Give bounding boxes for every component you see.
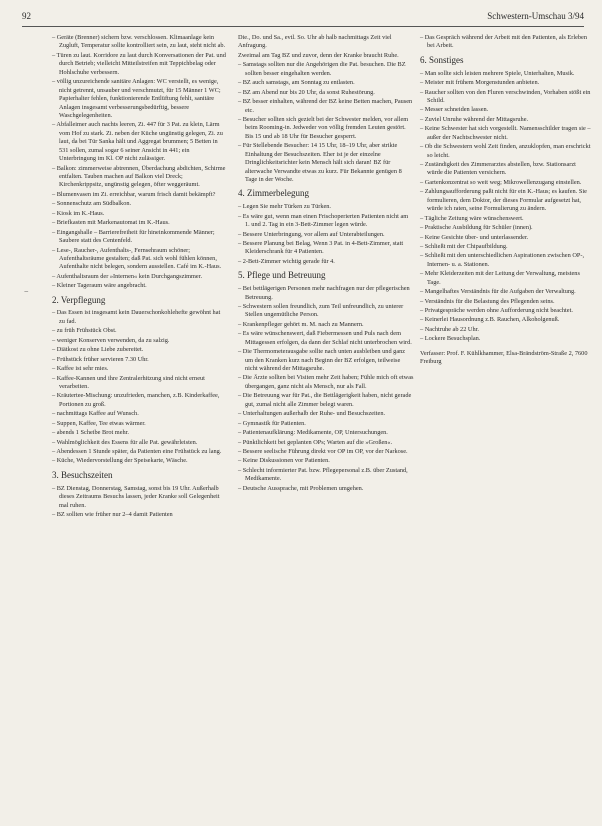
list-item: – Patientenaufklärung: Medikamente, OP, Untersuchungen. <box>238 429 414 437</box>
list-item: – Sonnenschutz am Südbalkon. <box>52 200 226 208</box>
list-item: – Keine Schwester hat sich vorgestellt. Namensschilder tragen sie – außer der Nachtschwester nicht. <box>420 125 592 142</box>
list-item: – Zahlungsaufforderung paßt nicht für ein K.-Haus; es kaufen. Sie formulieren, dem Doktor, der dieses Formular aufgesetzt hat, würde ich raten, seine Formulierung zu ändern. <box>420 188 592 213</box>
list-item: – BZ sollten wie früher nur 2–4 damit Patienten <box>52 511 226 519</box>
col2-intro <box>238 34 414 60</box>
list-item: – Keine Diskussionen vor Patienten. <box>238 457 414 465</box>
list-item: – Abfalleimer auch nachts leeren, Zi. 447 für 3 Pat. zu klein, Lärm vom Hof zu stark. Zi. neben der Küche ungünstig gelegen, Zi. zu laut, da bei Tür Sanka hält und Aggregat brummen; 5 Betten in 531 sollen, zumal sogar 6 seiner Ansicht in 441; ein Unterbringung im Kl. OP nicht zulässiger. <box>52 121 226 163</box>
list-item: – Es wäre wünschenswert, daß Fiebermessen und Puls nach dem Mittagessen erfolgen, da dann der Schlaf nicht unterbrochen wird. <box>238 330 414 347</box>
list-item: – Praktische Ausbildung für Schüler (innen). <box>420 224 592 232</box>
list-item: – Frühstück früher servieren 7.30 Uhr. <box>52 356 226 364</box>
list-item: – Meister mit frühem Morgenstunden anbieten. <box>420 79 592 87</box>
list-item: – Verständnis für die Belastung des Pflegenden seins. <box>420 298 592 306</box>
section-4-heading: 4. Zimmerbelegung <box>238 188 309 199</box>
list-item: – Samstags sollten nur die Angehörigen die Pat. besuchen. Die BZ sollten besser eingehalten werden. <box>238 61 414 78</box>
author-signature: Verfasser: Prof. F. Kühlkhammer, Elsa-Brändström-Straße 2, 7600 Freiburg <box>420 349 588 366</box>
list-item: – Mangelhaftes Verständnis für die Aufgaben der Verwaltung. <box>420 288 592 296</box>
list-item: – Nachtruhe ab 22 Uhr. <box>420 326 592 334</box>
list-item: – Küche, Wiedervorstellung der Speisekarte, Wäsche. <box>52 457 226 465</box>
list-item: – Privatgespräche werden ohne Aufforderung nicht beachtet. <box>420 307 592 315</box>
list-item: – BZ auch samstags, am Sonntag zu entlasten. <box>238 79 414 87</box>
list-item: – Bessere seelische Führung direkt vor OP im OP, vor der Narkose. <box>238 448 414 456</box>
section-2-list <box>52 309 226 465</box>
list-item: – Man sollte sich leisten mehrere Spiele, Unterhalten, Musik. <box>420 70 592 78</box>
list-item: – Blumenvasen im Zi. erreichbar, warum frisch damit bekämpft? <box>52 191 226 199</box>
list-item: – Lese-, Raucher-, Aufenthalts-, Fernsehraum schöner; Aufenthaltsräume gestalten; daß Pat. sich wohl fühlen können, Aufenthalte nicht belegen, sondern ausstellen. Café im K.-Haus. <box>52 247 226 272</box>
list-item: – nachmittags Kaffee auf Wunsch. <box>52 410 226 418</box>
list-item: – Zuviel Unruhe während der Mittagsruhe. <box>420 116 592 124</box>
paragraph: Die., Do. und Sa., evtl. So. Uhr ab halb nachmittags Zeit viel Anfragung. <box>238 34 392 50</box>
list-item: – Schließt mit den unterschiedlichen Aspirationen zwischen OP-, Internen- u. a. Stationen. <box>420 252 592 269</box>
list-item: – Eingangshalle – Barrierefreiheit für hineinkommende Männer; Saubere statt des Centenfeld. <box>52 229 226 246</box>
section-4-list <box>238 203 414 266</box>
list-item: – Kiosk im K.-Haus. <box>52 210 226 218</box>
list-item: – Unterhaltungen außerhalb der Ruhe- und Besuchszeiten. <box>238 410 414 418</box>
list-item: – Die Ärzte sollten bei Visiten mehr Zeit haben; Fühle mich oft etwas übergangen, ganz nicht als Mensch, nur als Fall. <box>238 374 414 391</box>
list-item: – Aufenthaltsraum der »Internen« kein Durchgangszimmer. <box>52 273 226 281</box>
list-item: – Schwestern sollen freundlich, zum Teil unfreundlich, zu unterer Stellen ungemütliche Person. <box>238 303 414 320</box>
list-item: – abends 1 Scheibe Brot mehr. <box>52 429 226 437</box>
list-item: – Lockere Besuchsplan. <box>420 335 592 343</box>
section-6-heading: 6. Sonstiges <box>420 54 464 65</box>
journal-title: Schwestern-Umschau 3/94 <box>487 11 584 21</box>
header-rule <box>22 26 584 27</box>
list-item: – Besucher sollten sich gezielt bei der Schwester melden, vor allem beim Rooming-in. Jedweder von völlig fremden Leuten gestört. Bis 15 und ab 18 Uhr für Besucher gesperrt. <box>238 116 414 141</box>
page-header <box>22 11 584 25</box>
list-item: – Gartenkonzentrat so weit weg; Mikrowellenzugang einstellen. <box>420 179 592 187</box>
list-item: – Türen zu laut. Korridore zu laut durch Konversationen der Pat. und durch Betrieb; vielleicht Mitteilstreifen mit Teppichbelag oder Hohlschuhe verbessern. <box>52 52 226 77</box>
margin-mark: − <box>24 287 29 296</box>
list-item: – Kaffee-Kannen und ihre Zentralerhitzung sind nicht erneut verarbeiten. <box>52 375 226 392</box>
section-6-list <box>420 70 592 344</box>
list-item: – Keine Gesichte über- und unterlassender. <box>420 234 592 242</box>
section-3-list <box>52 485 226 520</box>
list-item: – 2-Bett-Zimmer wichtig gerade für 4. <box>238 258 414 266</box>
list-item: – Die Thermometerausgabe sollte nach unten ausbleiben und ganz um den Kranken kurz nach Beginn der BZ erfolgen, teilweise nicht während der Mittagsruhe. <box>238 348 414 373</box>
list-item: – Für Stellebende Besucher: 14 15 Uhr, 18–19 Uhr, aber strikte Einhaltung der Besuchszeiten. Eher ist je der einzelne Dringlichkeitsrichter kein Mensch hält sich daran! BZ für alterwache Verwandte etwas zu kurz. Für Bekannte genügen 8 Tage in der Woche. <box>238 142 414 184</box>
list-item: – Ob die Schwestern wohl Zeit finden, anzuklopfen, man erschrickt so leicht. <box>420 143 592 160</box>
section-5-heading: 5. Pflege und Betreuung <box>238 270 326 281</box>
list-item: – Bessere Planung bei Belag, Wenn 3 Pat. in 4-Bett-Zimmer, statt Kleiderschrank für 4 Patienten. <box>238 240 414 257</box>
list-item: – Die Betreuung war für Pat., die Bettlägerigkeit haben, nicht gerade gut, zumal nicht alle Zimmer belegt waren. <box>238 392 414 409</box>
page-number: 92 <box>22 11 31 21</box>
list-item: – Wahlmöglichkeit des Essens für alle Pat. gewährleisten. <box>52 439 226 447</box>
list-item: – Pünktlichkeit bei geplanten OPs; Warten auf die »Großen«. <box>238 439 414 447</box>
list-item: – Das Gespräch während der Arbeit mit den Patienten, als Erleben bei Arbeit. <box>420 34 592 51</box>
list-item: – Legen Sie mehr Türken zu Türken. <box>238 203 414 211</box>
list-item: – Diätkost zu ohne Liebe zubereitet. <box>52 346 226 354</box>
paragraph: Zweimal am Tag BZ und zuvor, denn der Kranke braucht Ruhe. <box>238 51 399 59</box>
list-item: – Krankenpfleger gehört m. M. nach zu Mannern. <box>238 321 414 329</box>
list-item: – BZ Dienstag, Donnerstag, Samstag, sonst bis 19 Uhr. Außerhalb dieses Zeitraums Besuchs lassen, jeder Kranke soll Gelegenheit mal ruhen. <box>52 485 226 510</box>
list-item: – Bei bettlägerigen Personen mehr nachfragen nur der pflegerischen Betreuung. <box>238 285 414 302</box>
list-item: – Mehr Kleiderzeiten mit der Leitung der Verwaltung, meistens Tage. <box>420 270 592 287</box>
list-item: – Deutsche Aussprache, mit Problemen umgehen. <box>238 485 414 493</box>
list-item: – Messer schneiden lassen. <box>420 106 592 114</box>
col1-list <box>52 34 226 291</box>
list-item: – Kräutertee-Mischung: unzufrieden, manchen, z.B. Kinderkaffee, Portionen zu groß. <box>52 392 226 409</box>
column-3 <box>420 34 592 368</box>
column-1 <box>52 34 226 520</box>
list-item: – zu früh Frühstück Obst. <box>52 327 226 335</box>
list-item: – völlig unzureichende sanitäre Anlagen: WC verstellt, es wenige, nicht getrennt, unsauber und verschmutzt, für 15 Männer 1 WC; Papierhalter fehlen, funktionierende Entlüftung fehlt, sanitäre Anlagen insgesamt verbesserungsbedürftig, bessere Waschgelegenheiten. <box>52 78 226 120</box>
list-item: – Das Essen ist insgesamt kein Dauerschonkohlehefte gewöhnt hat zu fad. <box>52 309 226 326</box>
list-item: – Raucher sollten von den Fluren verschwinden, Vorhaben stößt ein Schild. <box>420 89 592 106</box>
list-item: – Suppen, Kaffee, Tee etwas wärmer. <box>52 420 226 428</box>
column-2 <box>238 34 414 494</box>
section-2-heading: 2. Verpflegung <box>52 294 106 305</box>
list-item: – Schließt mit der Chipaufbildung. <box>420 243 592 251</box>
list-item: – Geräte (Brenner) sichern bzw. verschlossen. Klimaanlage kein Zugluft, Temperatur sollte kontrolliert sein, zu laut, steht nicht ab. <box>52 34 226 51</box>
section-3-heading: 3. Besuchszeiten <box>52 469 113 480</box>
list-item: – Tägliche Zeitung wäre wünschenswert. <box>420 215 592 223</box>
col2-list <box>238 61 414 184</box>
list-item: – BZ besser einhalten, während der BZ keine Betten machen, Pausen etc. <box>238 98 414 115</box>
list-item: – Abendessen 1 Stunde später, da Patienten eine Frühstück zu lang. <box>52 448 226 456</box>
list-item: – Balkon: zimmerweise abtrennen, Überdachung abdichten, Schirme entfalten. Tauben machen auf Balkon viel Dreck; Kirchenkrippsitz, ungünstig gelegen, öfter weggeräumt. <box>52 165 226 190</box>
list-item: – Briefkasten mit Markenautomat im K.-Haus. <box>52 219 226 227</box>
list-item: – Gymnastik für Patienten. <box>238 420 414 428</box>
col3-list <box>420 34 592 51</box>
list-item: – weniger Konserven verwenden, da zu salzig. <box>52 337 226 345</box>
list-item: – Kleiner Tageraum wäre angebracht. <box>52 282 226 290</box>
list-item: – Keinerlei Hausordnung z.B. Rauchen, Alkoholgenuß. <box>420 316 592 324</box>
list-item: – Schlecht informierter Pat. bzw. Pflegepersonal z.B. über Zustand, Medikamente. <box>238 467 414 484</box>
list-item: – Kaffee ist sehr mies. <box>52 365 226 373</box>
list-item: – BZ am Abend nur bis 20 Uhr, da sonst Ruhestörung. <box>238 89 414 97</box>
list-item: – Zuständigkeit des Zimmerarztes abstellen, bzw. Stationsarzt würde die Patienten versichern. <box>420 161 592 178</box>
list-item: – Bessere Unterbringung, vor allem auf Unterabteilungen. <box>238 231 414 239</box>
section-5-list <box>238 285 414 493</box>
list-item: – Es wäre gut, wenn man einen Frischoperierten Patienten nicht am 1. und 2. Tag in ein 3-Bett-Zimmer legen würde. <box>238 213 414 230</box>
